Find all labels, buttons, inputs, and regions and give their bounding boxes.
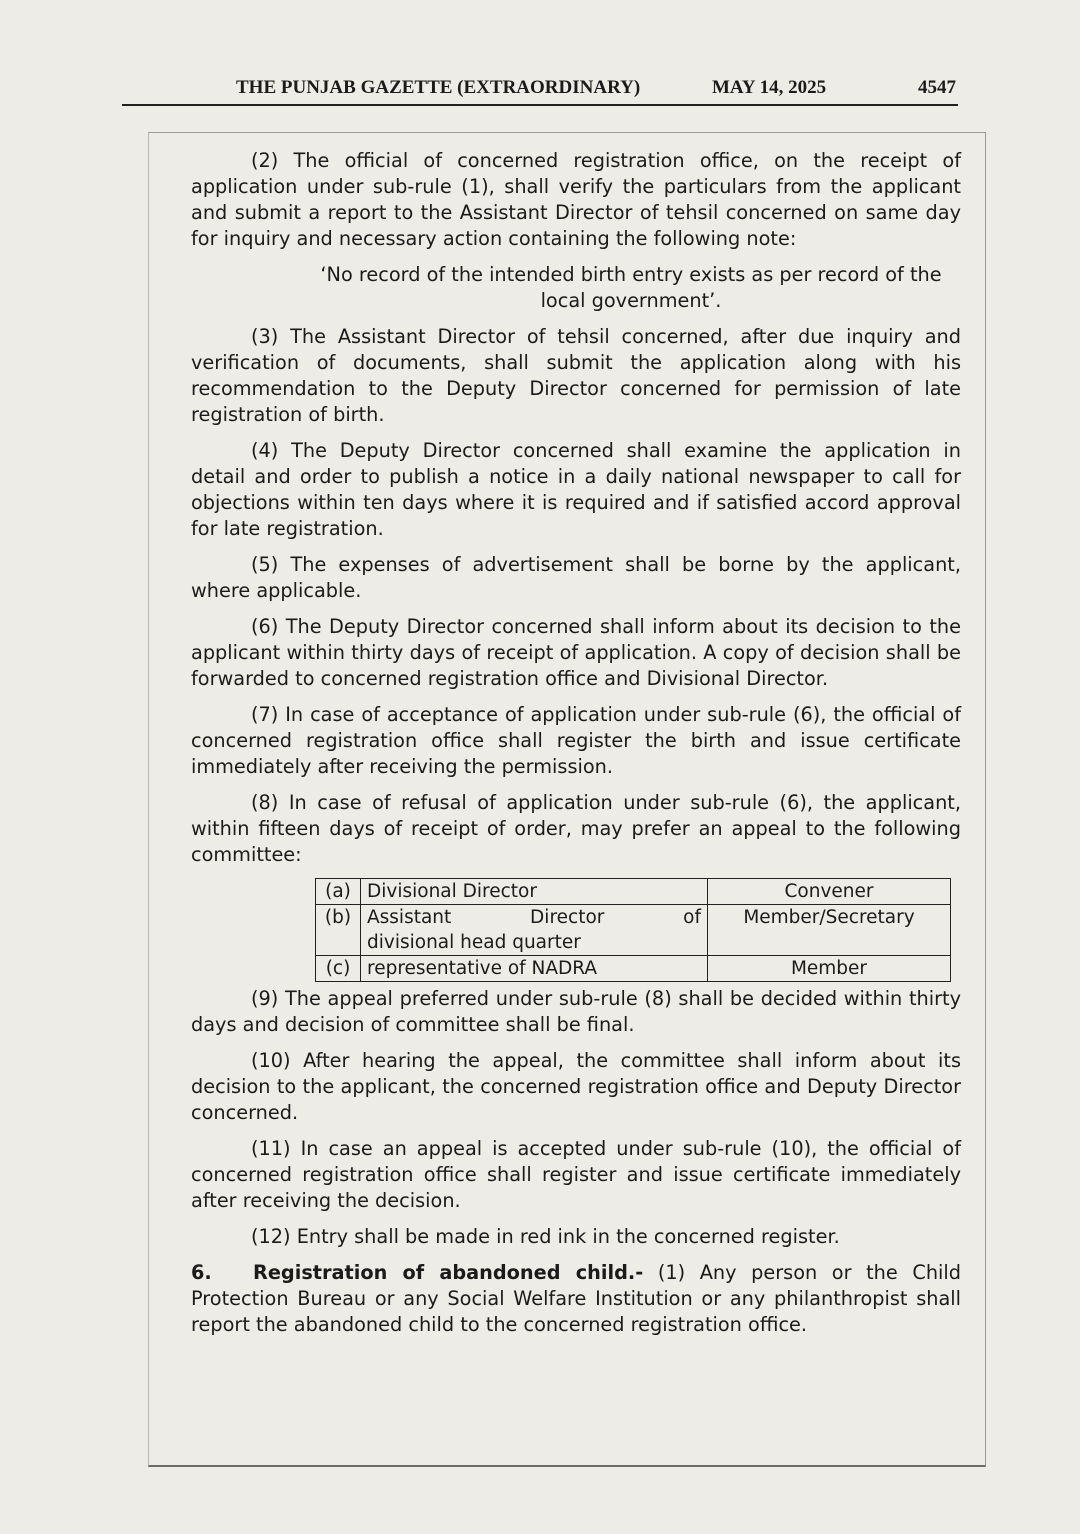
row-member: Divisional Director <box>361 879 708 905</box>
committee-table <box>315 878 951 982</box>
row-id: (a) <box>316 879 361 905</box>
para-10: (10) After hearing the appeal, the committee shall inform about its decision to the applicant, the concerned registration office and Deputy Director concerned. <box>191 1049 961 1124</box>
para-2-quote: ‘No record of the intended birth entry exists as per record of the local government’. <box>320 263 942 312</box>
row-role: Member <box>708 956 951 982</box>
row-role: Convener <box>708 879 951 905</box>
row-member-line1: Assistant Director of <box>367 907 701 928</box>
row-member: representative of NADRA <box>361 956 708 982</box>
para-9: (9) The appeal preferred under sub-rule (8) shall be decided within thirty days and decision of committee shall be final. <box>191 987 961 1036</box>
row-id: (c) <box>316 956 361 982</box>
table-row <box>316 905 951 956</box>
section-6 <box>191 1260 961 1338</box>
para-7: (7) In case of acceptance of application under sub-rule (6), the official of concerned registration office shall register the birth and issue certificate immediately after receiving the permission. <box>191 703 961 778</box>
row-member-line2: divisional head quarter <box>367 932 581 953</box>
table-row <box>316 956 951 982</box>
para-6: (6) The Deputy Director concerned shall inform about its decision to the applicant within thirty days of receipt of application. A copy of decision shall be forwarded to concerned registration office and Divisional Director. <box>191 615 961 690</box>
para-5: (5) The expenses of advertisement shall be borne by the applicant, where applicable. <box>191 553 961 602</box>
section-text: (1) Any person or the Child Protection Bureau or any Social Welfare Institution or any philanthropist shall report the abandoned child to the concerned registration office. <box>191 1261 961 1336</box>
section-heading: Registration of abandoned child.- <box>253 1261 644 1284</box>
row-id: (b) <box>316 905 361 956</box>
para-2: (2) The official of concerned registration office, on the receipt of application under sub-rule (1), shall verify the particulars from the applicant and submit a report to the Assistant Director of tehsil concerned on same day for inquiry and necessary action containing the following note: <box>191 149 961 250</box>
table-row <box>316 879 951 905</box>
document-body <box>191 148 961 1348</box>
page-number: 4547 <box>918 77 956 98</box>
row-member <box>361 905 708 956</box>
gazette-header <box>122 74 958 106</box>
section-number: 6. <box>191 1261 212 1284</box>
gazette-date: MAY 14, 2025 <box>712 77 827 98</box>
para-4: (4) The Deputy Director concerned shall examine the application in detail and order to publish a notice in a daily national newspaper to call for objections within ten days where it is required and if satisfied accord approval for late registration. <box>191 439 961 540</box>
para-8: (8) In case of refusal of application under sub-rule (6), the applicant, within fifteen days of receipt of order, may prefer an appeal to the following committee: <box>191 791 961 866</box>
gazette-title: THE PUNJAB GAZETTE (EXTRAORDINARY) <box>236 77 641 98</box>
row-role: Member/Secretary <box>708 905 951 956</box>
para-11: (11) In case an appeal is accepted under sub-rule (10), the official of concerned registration office shall register and issue certificate immediately after receiving the decision. <box>191 1137 961 1212</box>
para-12: (12) Entry shall be made in red ink in the concerned register. <box>251 1225 840 1248</box>
para-3: (3) The Assistant Director of tehsil concerned, after due inquiry and verification of documents, shall submit the application along with his recommendation to the Deputy Director concerned for permission of late registration of birth. <box>191 325 961 426</box>
